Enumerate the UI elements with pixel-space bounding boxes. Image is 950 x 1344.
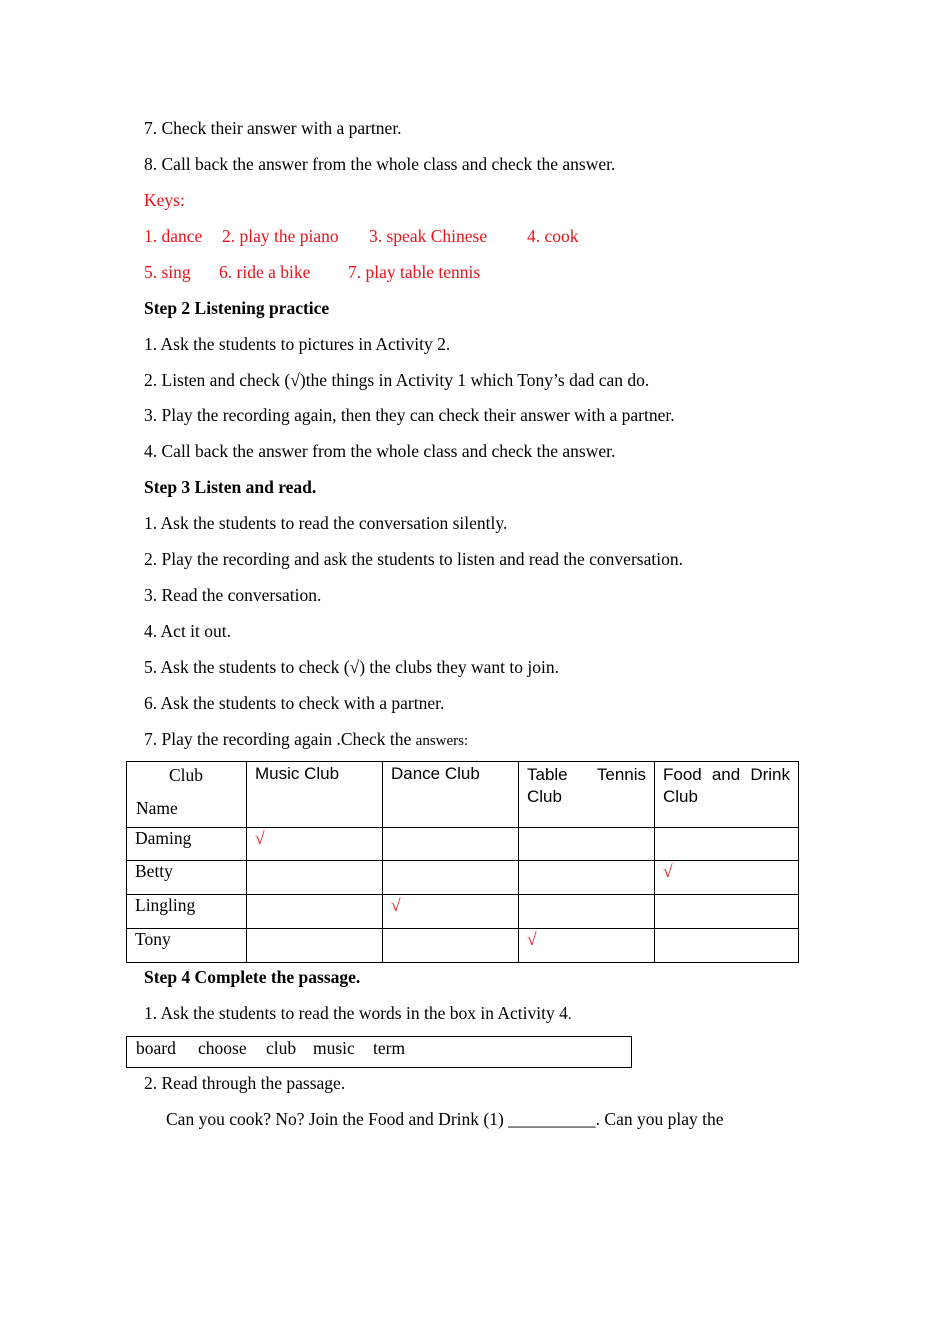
tennis-check: [519, 828, 655, 861]
header-tennis-word: Tennis: [596, 765, 646, 784]
step4-item-1-text: 1. Ask the students to read the words in the box in Activity 4: [144, 1003, 568, 1023]
passage-text: Can you cook? No? Join the Food and Drink (1) __________. Can you play the: [166, 1109, 724, 1129]
step4-item-2: 2. Read through the passage.: [144, 1073, 346, 1093]
instruction-7: 7. Check their answer with a partner.: [144, 118, 402, 138]
step3-item-7: [144, 728, 468, 752]
step2-heading: Step 2 Listening practice: [144, 298, 330, 318]
header-table-tennis-club: [519, 762, 655, 828]
student-name: Betty: [127, 861, 247, 895]
step3-item: 3. Read the conversation.: [144, 585, 322, 605]
step3-heading: Step 3 Listen and read.: [144, 477, 317, 497]
music-check: [247, 895, 383, 929]
dance-check: [383, 828, 519, 861]
food-check: [655, 895, 799, 929]
header-dance-club: Dance Club: [383, 762, 519, 828]
food-check: [655, 828, 799, 861]
header-food-drink-club: [655, 762, 799, 828]
step3-item: 1. Ask the students to read the conversation silently.: [144, 513, 508, 533]
header-and-word: and: [711, 765, 741, 784]
clubs-table: [126, 761, 799, 963]
music-check: [247, 861, 383, 895]
word-box-item: choose: [198, 1038, 247, 1058]
tennis-check: [519, 861, 655, 895]
header-music-club: Music Club: [247, 762, 383, 828]
dance-check: [383, 861, 519, 895]
header-name-label: Name: [136, 798, 178, 818]
student-name: Tony: [127, 929, 247, 963]
tennis-check: [519, 895, 655, 929]
header-table-word: Table: [527, 765, 568, 784]
key-item: 1. dance: [144, 226, 203, 246]
header-club-label: Club: [169, 765, 204, 785]
header-club-word: Club: [527, 787, 562, 806]
step3-item: 6. Ask the students to check with a partner.: [144, 693, 445, 713]
tennis-check: √: [519, 929, 655, 963]
table-row: [127, 929, 799, 963]
header-club-name: [127, 762, 247, 828]
keys-title: Keys:: [144, 190, 185, 210]
word-box-item: music: [313, 1038, 355, 1058]
table-row: [127, 895, 799, 929]
key-item: 6. ride a bike: [219, 262, 311, 282]
dance-check: [383, 929, 519, 963]
key-item: 3. speak Chinese: [369, 226, 488, 246]
word-box-item: board: [136, 1038, 176, 1058]
food-check: [655, 929, 799, 963]
step2-item: 3. Play the recording again, then they can check their answer with a partner.: [144, 405, 675, 425]
music-check: √: [247, 828, 383, 861]
step3-item-7-answers: answers:: [415, 733, 469, 749]
step3-item: 2. Play the recording and ask the students to listen and read the conversation.: [144, 549, 683, 569]
step3-item: 4. Act it out.: [144, 621, 232, 641]
header-food-word: Food: [663, 765, 702, 784]
step3-item-7-text: 7. Play the recording again .Check the: [144, 729, 416, 749]
word-box-item: term: [373, 1038, 406, 1058]
word-box-item: club: [266, 1038, 297, 1058]
key-item: 4. cook: [527, 226, 579, 246]
header-drink-word: Drink: [750, 765, 790, 784]
table-row: [127, 861, 799, 895]
music-check: [247, 929, 383, 963]
key-item: 2. play the piano: [222, 226, 339, 246]
step4-heading: Step 4 Complete the passage.: [144, 967, 361, 987]
food-check: √: [655, 861, 799, 895]
student-name: Lingling: [127, 895, 247, 929]
key-item: 5. sing: [144, 262, 191, 282]
student-name: Daming: [127, 828, 247, 861]
step3-item: 5. Ask the students to check (√) the clubs they want to join.: [144, 657, 559, 677]
instruction-8: 8. Call back the answer from the whole class and check the answer.: [144, 154, 616, 174]
key-item: 7. play table tennis: [348, 262, 481, 282]
table-header-row: [127, 762, 799, 828]
table-row: [127, 828, 799, 861]
step2-item: 2. Listen and check (√)the things in Activity 1 which Tony’s dad can do.: [144, 370, 650, 390]
step4-item-1: [144, 1002, 572, 1026]
header-club-word: Club: [663, 787, 698, 806]
step4-item-1-period: .: [567, 1007, 572, 1023]
step2-item: 4. Call back the answer from the whole class and check the answer.: [144, 441, 616, 461]
step2-item: 1. Ask the students to pictures in Activity 2.: [144, 334, 451, 354]
dance-check: √: [383, 895, 519, 929]
word-box: [126, 1036, 632, 1068]
